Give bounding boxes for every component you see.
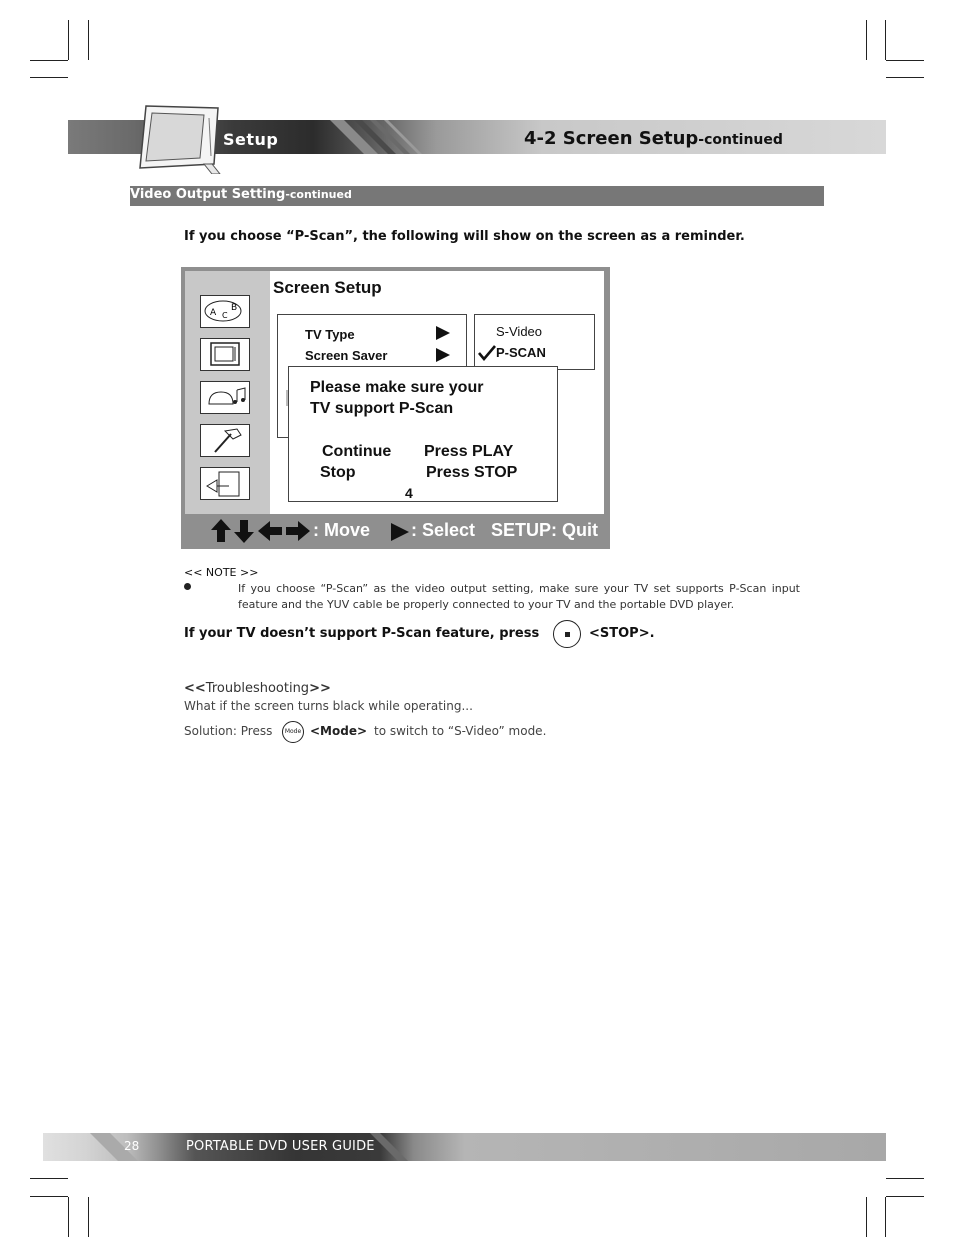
dialog-line-2: TV support P-Scan (310, 400, 454, 417)
dialog-countdown: 4 (405, 485, 413, 501)
section-title: Video Output Setting (130, 187, 286, 202)
note-text: If you choose “P-Scan” as the video output setting, make sure your TV set supports P-Scan input feature and the YUV cable be properly connected to your TV and the portable DVD player. (238, 582, 800, 611)
osd-quit-hint: SETUP: Quit (491, 520, 598, 540)
screen-icon (200, 338, 250, 371)
hammer-icon (200, 424, 250, 457)
dialog-stop-label: Stop (320, 464, 356, 481)
checkmark-icon (478, 345, 496, 361)
dialog-stop-action[interactable]: Press STOP (426, 464, 518, 481)
select-arrow-icon (390, 522, 410, 542)
svg-text:B: B (231, 303, 238, 313)
stop-button-icon (553, 620, 581, 648)
heading-close-brackets: >> (309, 681, 331, 696)
troubleshooting-question: What if the screen turns black while operating... (184, 699, 473, 713)
bullet-icon (184, 583, 191, 590)
crop-mark (866, 1197, 867, 1237)
solution-after: to switch to “S-Video” mode. (374, 724, 547, 738)
mode-label: <Mode> (310, 724, 368, 738)
svg-text:C: C (222, 311, 228, 320)
section-suffix: -continued (285, 188, 352, 201)
crop-mark (885, 1197, 886, 1237)
page-title-suffix: -continued (698, 132, 783, 148)
crop-mark (30, 1196, 68, 1197)
osd-title: Screen Setup (273, 278, 382, 297)
heading-title: Troubleshooting (205, 681, 310, 696)
exit-icon (200, 467, 250, 500)
troubleshooting-heading (184, 681, 331, 696)
solution-before: Solution: Press (184, 724, 273, 738)
crop-mark (885, 20, 886, 60)
crop-mark (886, 60, 924, 61)
crop-mark (886, 1178, 924, 1179)
crop-mark (68, 1197, 69, 1237)
menu-arrow-icon (435, 325, 451, 341)
crop-mark (30, 60, 68, 61)
stop-instruction (184, 626, 539, 641)
crop-mark (68, 20, 69, 60)
dialog-continue-action[interactable]: Press PLAY (424, 443, 514, 460)
menu-item-tv-type[interactable]: TV Type (305, 327, 355, 342)
menu-item-screen-saver[interactable]: Screen Saver (305, 348, 388, 363)
crop-mark (30, 77, 68, 78)
osd-select-hint: : Select (411, 520, 476, 540)
svg-text:A: A (210, 308, 217, 318)
page-title (524, 128, 783, 149)
crop-mark (88, 1197, 89, 1237)
heading-open-brackets: << (184, 681, 206, 696)
note-label: << NOTE >> (184, 566, 259, 579)
submenu-item-s-video[interactable]: S-Video (496, 324, 543, 339)
menu-arrow-icon (435, 347, 451, 363)
submenu-item-p-scan[interactable]: P-SCAN (496, 345, 546, 360)
portable-dvd-icon (132, 104, 224, 174)
osd-submenu (474, 314, 595, 370)
crop-mark (88, 20, 89, 60)
crop-mark (886, 77, 924, 78)
crop-mark (866, 20, 867, 60)
header-stripes (330, 120, 450, 154)
page-title-main: 4-2 Screen Setup (524, 128, 699, 149)
section-heading-text (130, 187, 352, 202)
header-tab-label: Setup (223, 130, 279, 149)
section-heading (130, 186, 824, 206)
dialog-continue-label: Continue (322, 443, 392, 460)
crop-mark (30, 1178, 68, 1179)
language-icon (200, 295, 250, 328)
mode-button-icon: Mode (282, 721, 304, 743)
osd-move-hint: : Move (313, 520, 371, 540)
crop-mark (886, 1196, 924, 1197)
stop-instruction-after: <STOP>. (589, 626, 655, 641)
audio-icon (200, 381, 250, 414)
page-number: 28 (124, 1139, 140, 1153)
footer-guide-title: PORTABLE DVD USER GUIDE (186, 1139, 375, 1154)
stop-instruction-before: If your TV doesn’t support P-Scan feature, press (184, 626, 540, 641)
intro-text: If you choose “P-Scan”, the following will show on the screen as a reminder. (184, 229, 745, 244)
direction-arrows-icon (210, 518, 312, 544)
dialog-line-1: Please make sure your (310, 379, 484, 396)
